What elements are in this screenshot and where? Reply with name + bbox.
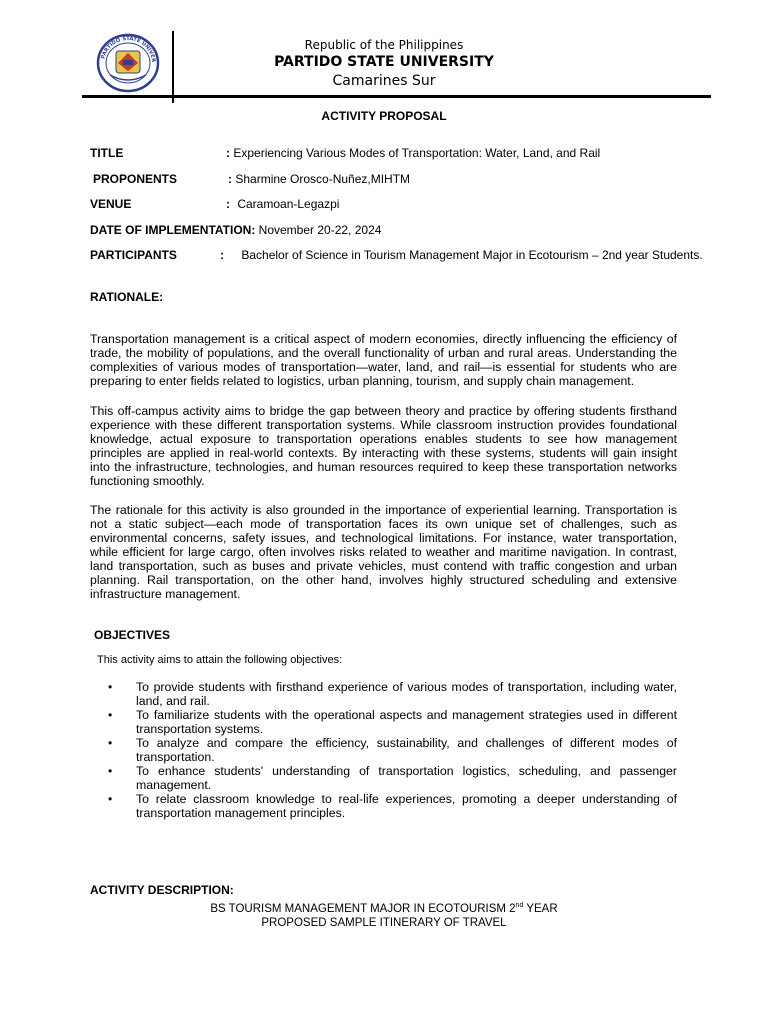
proponents-field xyxy=(228,172,410,186)
header-divider-horizontal xyxy=(82,95,711,98)
rationale-paragraph-2: This off-campus activity aims to bridge the gap between theory and practice by offering students firsthand experience with these different transportation systems. While classroom instruction provides foundational knowledge, actual exposure to transportation operations enables students to see how management principles are applied in real-world contexts. By interacting with these systems, students will gain insight into the infrastructure, technologies, and human resources required to keep these transportation networks functioning smoothly. xyxy=(90,404,677,488)
participants-value: Bachelor of Science in Tourism Management Major in Ecotourism – 2nd year Students. xyxy=(241,248,703,262)
proponents-value: Sharmine Orosco-Nuñez,MIHTM xyxy=(235,172,411,186)
objective-item xyxy=(108,708,677,736)
title-value: Experiencing Various Modes of Transportation: Water, Land, and Rail xyxy=(233,146,601,160)
venue-colon: : xyxy=(226,197,230,211)
venue-field xyxy=(226,197,339,211)
itinerary-program-line xyxy=(0,902,768,915)
title-field xyxy=(226,146,600,160)
date-field xyxy=(90,223,381,237)
rationale-paragraph-1: Transportation management is a critical aspect of modern economies, directly influencing the efficiency of trade, the mobility of populations, and the overall functionality of urban and rural areas. Understanding the complexities of various modes of transportation—water, land, and rail—is essential for students who are preparing to enter fields related to logistics, urban planning, tourism, and supply chain management. xyxy=(90,332,677,388)
participants-field xyxy=(220,248,703,262)
title-label: TITLE xyxy=(90,146,124,160)
rationale-heading: RATIONALE: xyxy=(90,290,164,304)
objectives-intro: This activity aims to attain the following objectives: xyxy=(97,654,343,666)
header-republic: Republic of the Philippines xyxy=(304,38,464,52)
ordinal-suffix: nd xyxy=(515,902,524,909)
header-province: Camarines Sur xyxy=(332,73,436,89)
rationale-paragraph-3: The rationale for this activity is also grounded in the importance of experiential learning. Transportation is not a static subject—each mode of transportation faces its own unique set of challenges, such as environmental concerns, safety issues, and technological limitations. For instance, water transportation, while efficient for large cargo, often involves risks related to weather and maritime navigation. In contrast, land transportation, such as buses and private vehicles, must contend with traffic congestion and urban planning. Rail transportation, on the other hand, involves highly structured scheduling and extensive infrastructure management. xyxy=(90,503,677,601)
bullet-icon: • xyxy=(108,764,113,778)
itinerary-title: PROPOSED SAMPLE ITINERARY OF TRAVEL xyxy=(261,917,507,929)
objective-text: To enhance students' understanding of transportation logistics, scheduling, and passenger management. xyxy=(136,764,677,792)
objective-text: To familiarize students with the operational aspects and management strategies used in different transportation systems. xyxy=(136,708,677,736)
itinerary-program-text: BS TOURISM MANAGEMENT MAJOR IN ECOTOURISM 2 xyxy=(210,903,516,915)
itinerary-year-text: YEAR xyxy=(523,903,558,915)
bullet-icon: • xyxy=(108,680,113,694)
svg-text:PARTIDO STATE UNIVERSITY · CAM: PARTIDO STATE UNIVER xyxy=(100,35,157,63)
objective-text: To provide students with firsthand experience of various modes of transportation, including water, land, and rail. xyxy=(136,680,677,708)
participants-label: PARTICIPANTS xyxy=(90,248,177,262)
objective-text: To analyze and compare the efficiency, sustainability, and challenges of different modes of transportation. xyxy=(136,736,677,764)
participants-colon: : xyxy=(220,248,224,262)
objective-item xyxy=(108,680,677,708)
objectives-list xyxy=(108,680,677,820)
title-colon: : xyxy=(226,146,230,160)
venue-value: Caramoan-Legazpi xyxy=(237,197,340,211)
document-title: ACTIVITY PROPOSAL xyxy=(321,109,447,123)
proponents-colon: : xyxy=(228,172,232,186)
objectives-heading: OBJECTIVES xyxy=(94,628,171,642)
proponents-label: PROPONENTS xyxy=(93,172,178,186)
objective-item xyxy=(108,792,677,820)
objective-text: To relate classroom knowledge to real-life experiences, promoting a deeper understanding of transportation management principles. xyxy=(136,792,677,820)
header-university-name: PARTIDO STATE UNIVERSITY xyxy=(274,54,494,70)
objective-item xyxy=(108,736,677,764)
objective-item xyxy=(108,764,677,792)
activity-description-heading: ACTIVITY DESCRIPTION: xyxy=(90,883,234,897)
university-seal-icon xyxy=(96,33,160,93)
date-label: DATE OF IMPLEMENTATION: xyxy=(90,223,256,237)
date-value: November 20-22, 2024 xyxy=(258,223,382,237)
bullet-icon: • xyxy=(108,708,113,722)
venue-label: VENUE xyxy=(90,197,132,211)
bullet-icon: • xyxy=(108,736,113,750)
bullet-icon: • xyxy=(108,792,113,806)
